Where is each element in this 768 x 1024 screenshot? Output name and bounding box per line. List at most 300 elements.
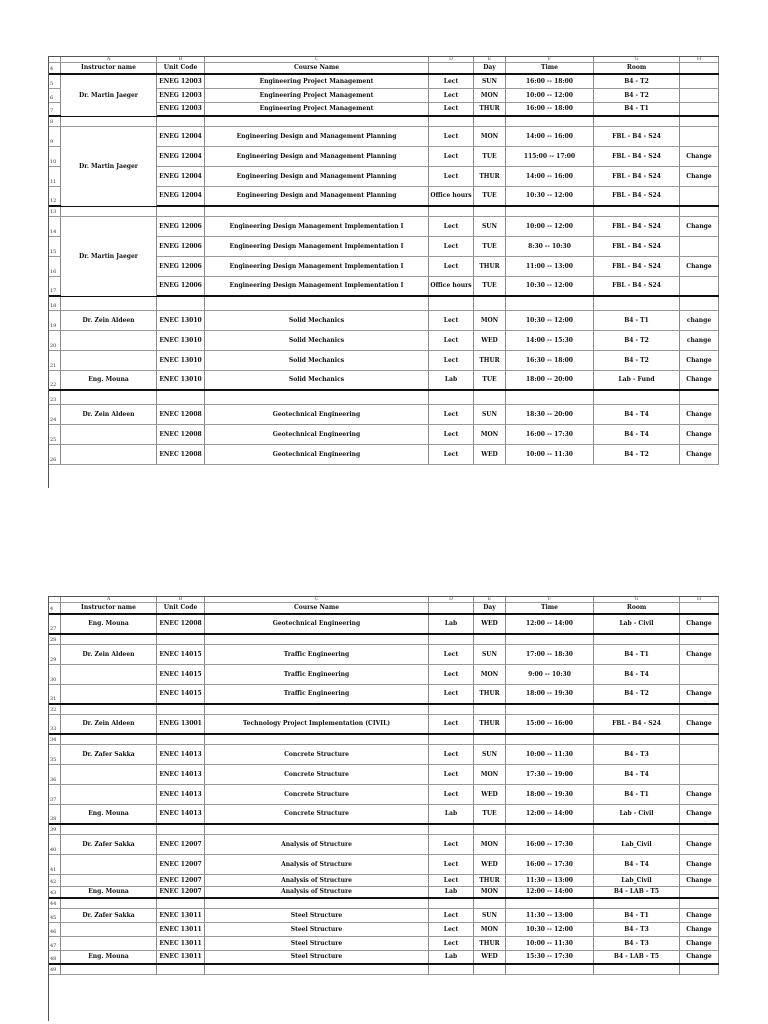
cell-time[interactable]: 10:30 -- 12:00 (506, 923, 594, 936)
table-row[interactable] (49, 615, 719, 635)
cell-unit[interactable]: ENEC 13011 (157, 951, 205, 963)
cell-room[interactable]: B4 - T4 (594, 765, 680, 784)
table-row[interactable] (49, 715, 719, 735)
cell-course[interactable] (205, 297, 429, 310)
cell-instructor[interactable] (61, 351, 157, 370)
column-letter-f[interactable]: F (506, 57, 594, 62)
cell-type[interactable]: Lect (429, 311, 474, 330)
cell-note[interactable] (680, 735, 719, 744)
cell-unit[interactable]: ENEC 12008 (157, 405, 205, 424)
table-row[interactable] (49, 951, 719, 965)
cell-instructor[interactable] (61, 923, 157, 936)
cell-day[interactable]: WED (474, 951, 506, 963)
cell-time[interactable] (506, 965, 594, 974)
cell-note[interactable]: change (680, 331, 719, 350)
cell-course[interactable] (205, 117, 429, 126)
cell-unit[interactable]: ENEC 13010 (157, 351, 205, 370)
cell-room[interactable]: Lab_Civil (594, 875, 680, 886)
cell-course[interactable]: Engineering Design and Management Planning (205, 127, 429, 146)
cell-unit[interactable] (157, 635, 205, 644)
cell-day[interactable]: MON (474, 923, 506, 936)
cell-time[interactable] (506, 735, 594, 744)
cell-type[interactable]: Lect (429, 425, 474, 444)
cell-unit[interactable]: ENEG 12004 (157, 127, 205, 146)
cell-room[interactable]: B4 - T2 (594, 75, 680, 88)
table-row[interactable] (49, 665, 719, 685)
cell-time[interactable]: 18:30 -- 20:00 (506, 405, 594, 424)
merged-instructor-cell[interactable]: Dr. Martin Jaeger (61, 127, 157, 206)
cell-course[interactable]: Geotechnical Engineering (205, 405, 429, 424)
cell-note[interactable] (680, 89, 719, 102)
cell-unit[interactable]: ENEC 12008 (157, 425, 205, 444)
cell-room[interactable] (594, 899, 680, 908)
cell-instructor[interactable] (61, 705, 157, 714)
cell-instructor[interactable]: Dr. Zein Aldeen (61, 311, 157, 330)
column-letter-g[interactable]: G (594, 57, 680, 62)
cell-note[interactable] (680, 75, 719, 88)
cell-room[interactable] (594, 297, 680, 310)
table-row[interactable] (49, 765, 719, 785)
cell-type[interactable]: Office hours (429, 277, 474, 295)
cell-time[interactable]: 11:00 -- 13:00 (506, 257, 594, 276)
cell-day[interactable] (474, 965, 506, 974)
cell-type[interactable]: Lect (429, 937, 474, 950)
table-row[interactable] (49, 735, 719, 745)
cell-type[interactable]: Lect (429, 645, 474, 664)
cell-instructor[interactable] (61, 685, 157, 703)
cell-instructor[interactable] (61, 207, 157, 216)
cell-note[interactable] (680, 277, 719, 295)
table-row[interactable] (49, 965, 719, 975)
cell-unit[interactable]: ENEC 13010 (157, 331, 205, 350)
cell-unit[interactable]: ENEC 12007 (157, 855, 205, 874)
cell-time[interactable]: 17:30 -- 19:00 (506, 765, 594, 784)
cell-note[interactable]: Change (680, 615, 719, 633)
column-letter-e[interactable]: E (474, 57, 506, 62)
cell-course[interactable] (205, 899, 429, 908)
cell-unit[interactable]: ENEC 12007 (157, 887, 205, 897)
cell-day[interactable]: THUR (474, 937, 506, 950)
cell-instructor[interactable] (61, 665, 157, 684)
cell-unit[interactable]: ENEC 13010 (157, 371, 205, 389)
cell-room[interactable]: B4 - T3 (594, 937, 680, 950)
table-row[interactable] (49, 875, 719, 887)
cell-time[interactable]: 115:00 -- 17:00 (506, 147, 594, 166)
cell-course[interactable]: Geotechnical Engineering (205, 615, 429, 633)
cell-instructor[interactable] (61, 635, 157, 644)
merged-instructor-cell[interactable]: Dr. Martin Jaeger (61, 75, 157, 116)
cell-day[interactable]: WED (474, 785, 506, 804)
table-row[interactable] (49, 937, 719, 951)
cell-day[interactable] (474, 705, 506, 714)
cell-note[interactable] (680, 391, 719, 404)
cell-unit[interactable]: ENEC 13011 (157, 937, 205, 950)
cell-course[interactable]: Analysis of Structure (205, 887, 429, 897)
cell-course[interactable]: Concrete Structure (205, 785, 429, 804)
cell-course[interactable]: Concrete Structure (205, 805, 429, 823)
cell-note[interactable]: Change (680, 445, 719, 464)
table-row[interactable] (49, 685, 719, 705)
cell-course[interactable]: Analysis of Structure (205, 875, 429, 886)
cell-course[interactable]: Engineering Project Management (205, 103, 429, 115)
cell-instructor[interactable] (61, 965, 157, 974)
cell-time[interactable]: 15:00 -- 16:00 (506, 715, 594, 733)
cell-day[interactable]: MON (474, 311, 506, 330)
cell-time[interactable]: 18:00 -- 19:30 (506, 785, 594, 804)
cell-room[interactable]: Lab - Civil (594, 805, 680, 823)
cell-type[interactable]: Lect (429, 257, 474, 276)
cell-note[interactable]: Change (680, 835, 719, 854)
cell-note[interactable] (680, 665, 719, 684)
cell-type[interactable]: Lect (429, 855, 474, 874)
cell-day[interactable] (474, 391, 506, 404)
cell-course[interactable]: Geotechnical Engineering (205, 425, 429, 444)
cell-unit[interactable] (157, 735, 205, 744)
cell-instructor[interactable] (61, 297, 157, 310)
cell-room[interactable]: B4 - T3 (594, 745, 680, 764)
cell-day[interactable]: MON (474, 425, 506, 444)
cell-note[interactable]: Change (680, 425, 719, 444)
cell-unit[interactable]: ENEG 12006 (157, 217, 205, 236)
cell-time[interactable]: 12:00 -- 14:00 (506, 615, 594, 633)
table-row[interactable] (49, 805, 719, 825)
cell-unit[interactable]: ENEC 14013 (157, 805, 205, 823)
cell-type[interactable]: Lab (429, 805, 474, 823)
cell-day[interactable] (474, 635, 506, 644)
cell-time[interactable]: 10:00 -- 12:00 (506, 217, 594, 236)
cell-day[interactable]: MON (474, 665, 506, 684)
cell-time[interactable]: 16:00 -- 17:30 (506, 855, 594, 874)
table-row[interactable] (49, 899, 719, 909)
cell-type[interactable]: Lect (429, 405, 474, 424)
cell-course[interactable] (205, 965, 429, 974)
cell-room[interactable]: FBL - B4 - S24 (594, 237, 680, 256)
cell-day[interactable]: THUR (474, 351, 506, 370)
table-row[interactable] (49, 391, 719, 405)
cell-room[interactable] (594, 825, 680, 834)
table-row[interactable] (49, 705, 719, 715)
cell-instructor[interactable] (61, 765, 157, 784)
table-row[interactable] (49, 825, 719, 835)
cell-note[interactable]: change (680, 311, 719, 330)
column-letter-d[interactable]: D (429, 57, 474, 62)
cell-unit[interactable]: ENEC 14015 (157, 685, 205, 703)
cell-unit[interactable] (157, 117, 205, 126)
cell-type[interactable]: Lect (429, 445, 474, 464)
cell-time[interactable]: 10:30 -- 12:00 (506, 187, 594, 205)
cell-room[interactable] (594, 705, 680, 714)
cell-time[interactable]: 11:30 -- 13:00 (506, 875, 594, 886)
cell-instructor[interactable]: Dr. Zafer Sakka (61, 909, 157, 922)
cell-type[interactable] (429, 825, 474, 834)
table-row[interactable] (49, 405, 719, 425)
cell-course[interactable]: Engineering Project Management (205, 89, 429, 102)
cell-time[interactable]: 8:30 -- 10:30 (506, 237, 594, 256)
cell-day[interactable]: WED (474, 331, 506, 350)
cell-instructor[interactable] (61, 785, 157, 804)
cell-unit[interactable]: ENEG 13001 (157, 715, 205, 733)
cell-type[interactable]: Lab (429, 615, 474, 633)
cell-type[interactable]: Lect (429, 875, 474, 886)
cell-unit[interactable]: ENEC 13011 (157, 909, 205, 922)
cell-room[interactable]: FBL - B4 - S24 (594, 127, 680, 146)
cell-room[interactable]: FBL - B4 - S24 (594, 217, 680, 236)
cell-note[interactable] (680, 237, 719, 256)
cell-unit[interactable]: ENEG 12006 (157, 257, 205, 276)
cell-day[interactable]: SUN (474, 909, 506, 922)
cell-day[interactable]: MON (474, 835, 506, 854)
cell-room[interactable] (594, 635, 680, 644)
cell-note[interactable]: Change (680, 405, 719, 424)
cell-type[interactable] (429, 117, 474, 126)
cell-instructor[interactable] (61, 735, 157, 744)
column-letter-b[interactable]: B (157, 57, 205, 62)
cell-room[interactable]: B4 - T2 (594, 331, 680, 350)
cell-day[interactable]: SUN (474, 745, 506, 764)
cell-day[interactable]: THUR (474, 257, 506, 276)
cell-note[interactable]: Change (680, 257, 719, 276)
cell-note[interactable] (680, 127, 719, 146)
cell-time[interactable] (506, 391, 594, 404)
cell-instructor[interactable] (61, 855, 157, 874)
cell-course[interactable]: Traffic Engineering (205, 685, 429, 703)
cell-unit[interactable] (157, 705, 205, 714)
cell-course[interactable]: Engineering Design and Management Planning (205, 187, 429, 205)
cell-day[interactable]: MON (474, 89, 506, 102)
cell-unit[interactable]: ENEG 12004 (157, 187, 205, 205)
cell-day[interactable]: SUN (474, 645, 506, 664)
cell-day[interactable]: TUE (474, 187, 506, 205)
cell-day[interactable]: MON (474, 765, 506, 784)
cell-note[interactable]: Change (680, 875, 719, 886)
cell-course[interactable]: Engineering Design Management Implementation I (205, 277, 429, 295)
cell-course[interactable]: Analysis of Structure (205, 835, 429, 854)
cell-note[interactable] (680, 207, 719, 216)
cell-type[interactable] (429, 705, 474, 714)
cell-time[interactable]: 10:00 -- 11:30 (506, 445, 594, 464)
cell-room[interactable]: B4 - LAB - T5 (594, 887, 680, 897)
cell-note[interactable] (680, 635, 719, 644)
cell-day[interactable]: THUR (474, 103, 506, 115)
cell-note[interactable]: Change (680, 351, 719, 370)
cell-note[interactable] (680, 705, 719, 714)
cell-day[interactable]: THUR (474, 167, 506, 186)
cell-course[interactable]: Solid Mechanics (205, 331, 429, 350)
cell-unit[interactable]: ENEC 14013 (157, 765, 205, 784)
cell-type[interactable] (429, 297, 474, 310)
cell-note[interactable]: Change (680, 685, 719, 703)
cell-course[interactable]: Steel Structure (205, 937, 429, 950)
cell-unit[interactable] (157, 297, 205, 310)
cell-unit[interactable]: ENEG 12004 (157, 167, 205, 186)
cell-instructor[interactable] (61, 117, 157, 126)
cell-type[interactable]: Lab (429, 371, 474, 389)
cell-time[interactable]: 16:00 -- 18:00 (506, 103, 594, 115)
column-letter-e[interactable]: E (474, 597, 506, 602)
cell-type[interactable]: Lect (429, 237, 474, 256)
cell-day[interactable]: TUE (474, 277, 506, 295)
cell-note[interactable] (680, 117, 719, 126)
cell-day[interactable] (474, 899, 506, 908)
cell-time[interactable]: 9:00 -- 10:30 (506, 665, 594, 684)
cell-day[interactable]: WED (474, 615, 506, 633)
cell-day[interactable]: SUN (474, 217, 506, 236)
cell-course[interactable] (205, 635, 429, 644)
column-letter-g[interactable]: G (594, 597, 680, 602)
cell-note[interactable]: Change (680, 785, 719, 804)
cell-unit[interactable]: ENEG 12006 (157, 237, 205, 256)
cell-course[interactable]: Analysis of Structure (205, 855, 429, 874)
cell-note[interactable] (680, 825, 719, 834)
cell-unit[interactable]: ENEG 12004 (157, 147, 205, 166)
cell-instructor[interactable]: Dr. Zein Aldeen (61, 645, 157, 664)
cell-room[interactable] (594, 735, 680, 744)
cell-type[interactable] (429, 899, 474, 908)
cell-type[interactable]: Lect (429, 127, 474, 146)
table-row[interactable] (49, 207, 719, 217)
table-row[interactable] (49, 311, 719, 331)
cell-unit[interactable] (157, 207, 205, 216)
cell-instructor[interactable] (61, 875, 157, 886)
cell-day[interactable]: MON (474, 887, 506, 897)
column-letter-c[interactable]: C (205, 597, 429, 602)
cell-day[interactable]: THUR (474, 685, 506, 703)
cell-note[interactable] (680, 745, 719, 764)
cell-course[interactable]: Traffic Engineering (205, 645, 429, 664)
cell-instructor[interactable]: Eng. Mouna (61, 805, 157, 823)
cell-unit[interactable] (157, 391, 205, 404)
cell-type[interactable] (429, 965, 474, 974)
cell-note[interactable]: Change (680, 715, 719, 733)
cell-unit[interactable]: ENEG 12003 (157, 75, 205, 88)
cell-course[interactable]: Solid Mechanics (205, 311, 429, 330)
cell-course[interactable] (205, 825, 429, 834)
column-letter-h[interactable]: H (680, 597, 719, 602)
cell-course[interactable] (205, 705, 429, 714)
cell-room[interactable]: B4 - T2 (594, 445, 680, 464)
table-row[interactable] (49, 785, 719, 805)
cell-instructor[interactable]: Dr. Zein Aldeen (61, 715, 157, 733)
cell-note[interactable] (680, 899, 719, 908)
cell-unit[interactable]: ENEC 14015 (157, 645, 205, 664)
cell-note[interactable] (680, 103, 719, 115)
cell-course[interactable] (205, 391, 429, 404)
cell-time[interactable]: 10:00 -- 12:00 (506, 89, 594, 102)
cell-unit[interactable] (157, 825, 205, 834)
table-row[interactable] (49, 371, 719, 391)
cell-day[interactable] (474, 207, 506, 216)
column-letter-f[interactable]: F (506, 597, 594, 602)
cell-day[interactable] (474, 297, 506, 310)
cell-unit[interactable] (157, 965, 205, 974)
cell-note[interactable] (680, 765, 719, 784)
table-row[interactable] (49, 445, 719, 465)
cell-time[interactable]: 14:00 -- 15:30 (506, 331, 594, 350)
cell-note[interactable]: Change (680, 645, 719, 664)
cell-type[interactable]: Lect (429, 147, 474, 166)
cell-time[interactable]: 12:00 -- 14:00 (506, 805, 594, 823)
cell-type[interactable] (429, 735, 474, 744)
cell-instructor[interactable] (61, 825, 157, 834)
cell-time[interactable]: 14:00 -- 16:00 (506, 167, 594, 186)
cell-type[interactable]: Lect (429, 835, 474, 854)
cell-type[interactable]: Lect (429, 745, 474, 764)
table-row[interactable] (49, 923, 719, 937)
cell-note[interactable]: Change (680, 937, 719, 950)
cell-unit[interactable] (157, 899, 205, 908)
cell-room[interactable] (594, 117, 680, 126)
table-row[interactable] (49, 297, 719, 311)
cell-time[interactable] (506, 297, 594, 310)
cell-time[interactable] (506, 117, 594, 126)
cell-time[interactable]: 10:30 -- 12:00 (506, 277, 594, 295)
cell-note[interactable]: Change (680, 217, 719, 236)
cell-time[interactable]: 16:00 -- 17:30 (506, 425, 594, 444)
cell-time[interactable]: 10:30 -- 12:00 (506, 311, 594, 330)
cell-course[interactable]: Steel Structure (205, 909, 429, 922)
cell-time[interactable]: 10:00 -- 11:30 (506, 745, 594, 764)
column-letter-c[interactable]: C (205, 57, 429, 62)
cell-time[interactable]: 10:00 -- 11:30 (506, 937, 594, 950)
cell-type[interactable]: Lect (429, 103, 474, 115)
cell-room[interactable]: Lab - Civil (594, 615, 680, 633)
column-letter-d[interactable]: D (429, 597, 474, 602)
cell-type[interactable]: Lab (429, 887, 474, 897)
cell-room[interactable]: FBL - B4 - S24 (594, 257, 680, 276)
cell-note[interactable]: Change (680, 147, 719, 166)
cell-instructor[interactable] (61, 425, 157, 444)
cell-room[interactable]: Lab_Civil (594, 835, 680, 854)
merged-instructor-cell[interactable]: Dr. Martin Jaeger (61, 217, 157, 296)
cell-unit[interactable]: ENEC 12007 (157, 875, 205, 886)
cell-instructor[interactable]: Dr. Zafer Sakka (61, 745, 157, 764)
cell-unit[interactable]: ENEC 14013 (157, 745, 205, 764)
cell-course[interactable]: Concrete Structure (205, 745, 429, 764)
cell-instructor[interactable] (61, 391, 157, 404)
cell-day[interactable]: MON (474, 127, 506, 146)
cell-day[interactable]: THUR (474, 875, 506, 886)
cell-type[interactable] (429, 207, 474, 216)
cell-time[interactable] (506, 207, 594, 216)
cell-instructor[interactable] (61, 937, 157, 950)
cell-type[interactable]: Lab (429, 951, 474, 963)
cell-instructor[interactable] (61, 331, 157, 350)
cell-unit[interactable]: ENEC 14013 (157, 785, 205, 804)
cell-unit[interactable]: ENEC 12008 (157, 445, 205, 464)
cell-instructor[interactable]: Dr. Zafer Sakka (61, 835, 157, 854)
cell-room[interactable]: B4 - T4 (594, 855, 680, 874)
cell-course[interactable]: Concrete Structure (205, 765, 429, 784)
cell-unit[interactable]: ENEC 13010 (157, 311, 205, 330)
cell-type[interactable] (429, 391, 474, 404)
cell-time[interactable]: 15:30 -- 17:30 (506, 951, 594, 963)
cell-type[interactable]: Lect (429, 685, 474, 703)
cell-course[interactable]: Engineering Design and Management Planning (205, 147, 429, 166)
cell-time[interactable]: 18:00 -- 20:00 (506, 371, 594, 389)
cell-room[interactable]: B4 - T2 (594, 89, 680, 102)
cell-unit[interactable]: ENEC 13011 (157, 923, 205, 936)
cell-day[interactable] (474, 825, 506, 834)
cell-instructor[interactable] (61, 899, 157, 908)
cell-room[interactable]: FBL - B4 - S24 (594, 277, 680, 295)
cell-time[interactable]: 18:00 -- 19:30 (506, 685, 594, 703)
cell-type[interactable]: Lect (429, 351, 474, 370)
cell-unit[interactable]: ENEG 12003 (157, 89, 205, 102)
cell-day[interactable]: SUN (474, 405, 506, 424)
table-row[interactable] (49, 331, 719, 351)
cell-day[interactable]: TUE (474, 805, 506, 823)
cell-type[interactable]: Lect (429, 765, 474, 784)
